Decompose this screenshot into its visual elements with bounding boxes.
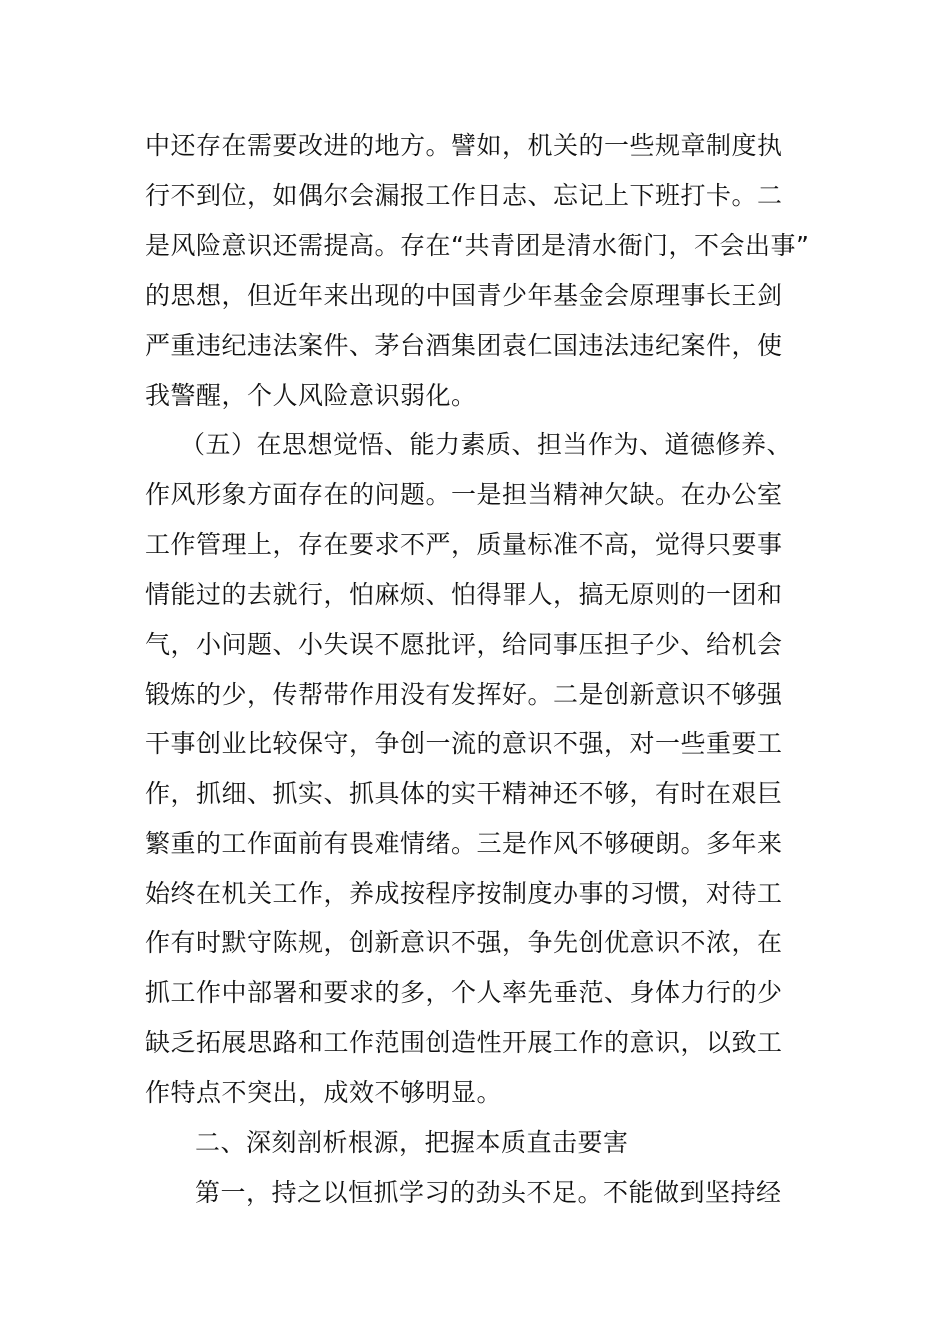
body-line-6: 我警醒，个人风险意识弱化。 [145, 381, 477, 410]
section-5-heading-line: （五）在思想觉悟、能力素质、担当作为、道德修养、 [180, 430, 793, 459]
body-line-2: 行不到位，如偶尔会漏报工作日志、忘记上下班打卡。二 [145, 181, 783, 210]
body-line-22: 第一，持之以恒抓学习的劲头不足。不能做到坚持经 [195, 1178, 782, 1207]
body-line-9: 工作管理上，存在要求不严，质量标准不高，觉得只要事 [145, 530, 783, 559]
body-line-8: 作风形象方面存在的问题。一是担当精神欠缺。在办公室 [145, 480, 783, 509]
body-line-13: 干事创业比较保守，争创一流的意识不强，对一些重要工 [145, 729, 783, 758]
body-line-14: 作，抓细、抓实、抓具体的实干精神还不够，有时在艰巨 [145, 779, 783, 808]
body-line-20: 作特点不突出，成效不够明显。 [145, 1078, 503, 1107]
body-line-10: 情能过的去就行，怕麻烦、怕得罪人，搞无原则的一团和 [145, 580, 783, 609]
body-line-16: 始终在机关工作，养成按程序按制度办事的习惯，对待工 [145, 879, 783, 908]
body-line-4: 的思想，但近年来出现的中国青少年基金会原理事长王剑 [145, 281, 783, 310]
body-line-19: 缺乏拓展思路和工作范围创造性开展工作的意识，以致工 [145, 1028, 783, 1057]
body-line-17: 作有时默守陈规，创新意识不强，争先创优意识不浓，在 [145, 928, 783, 957]
body-line-11: 气，小问题、小失误不愿批评，给同事压担子少、给机会 [145, 630, 783, 659]
body-line-3: 是风险意识还需提高。存在“共青团是清水衙门，不会出事” [145, 231, 810, 260]
body-line-1: 中还存在需要改进的地方。譬如，机关的一些规章制度执 [145, 131, 783, 160]
section-heading: 二、深刻剖析根源，把握本质直击要害 [195, 1128, 629, 1157]
body-line-15: 繁重的工作面前有畏难情绪。三是作风不够硬朗。多年来 [145, 829, 783, 858]
body-line-12: 锻炼的少，传帮带作用没有发挥好。二是创新意识不够强 [145, 680, 783, 709]
body-line-18: 抓工作中部署和要求的多，个人率先垂范、身体力行的少 [145, 978, 783, 1007]
body-line-5: 严重违纪违法案件、茅台酒集团袁仁国违法违纪案件，使 [145, 331, 783, 360]
